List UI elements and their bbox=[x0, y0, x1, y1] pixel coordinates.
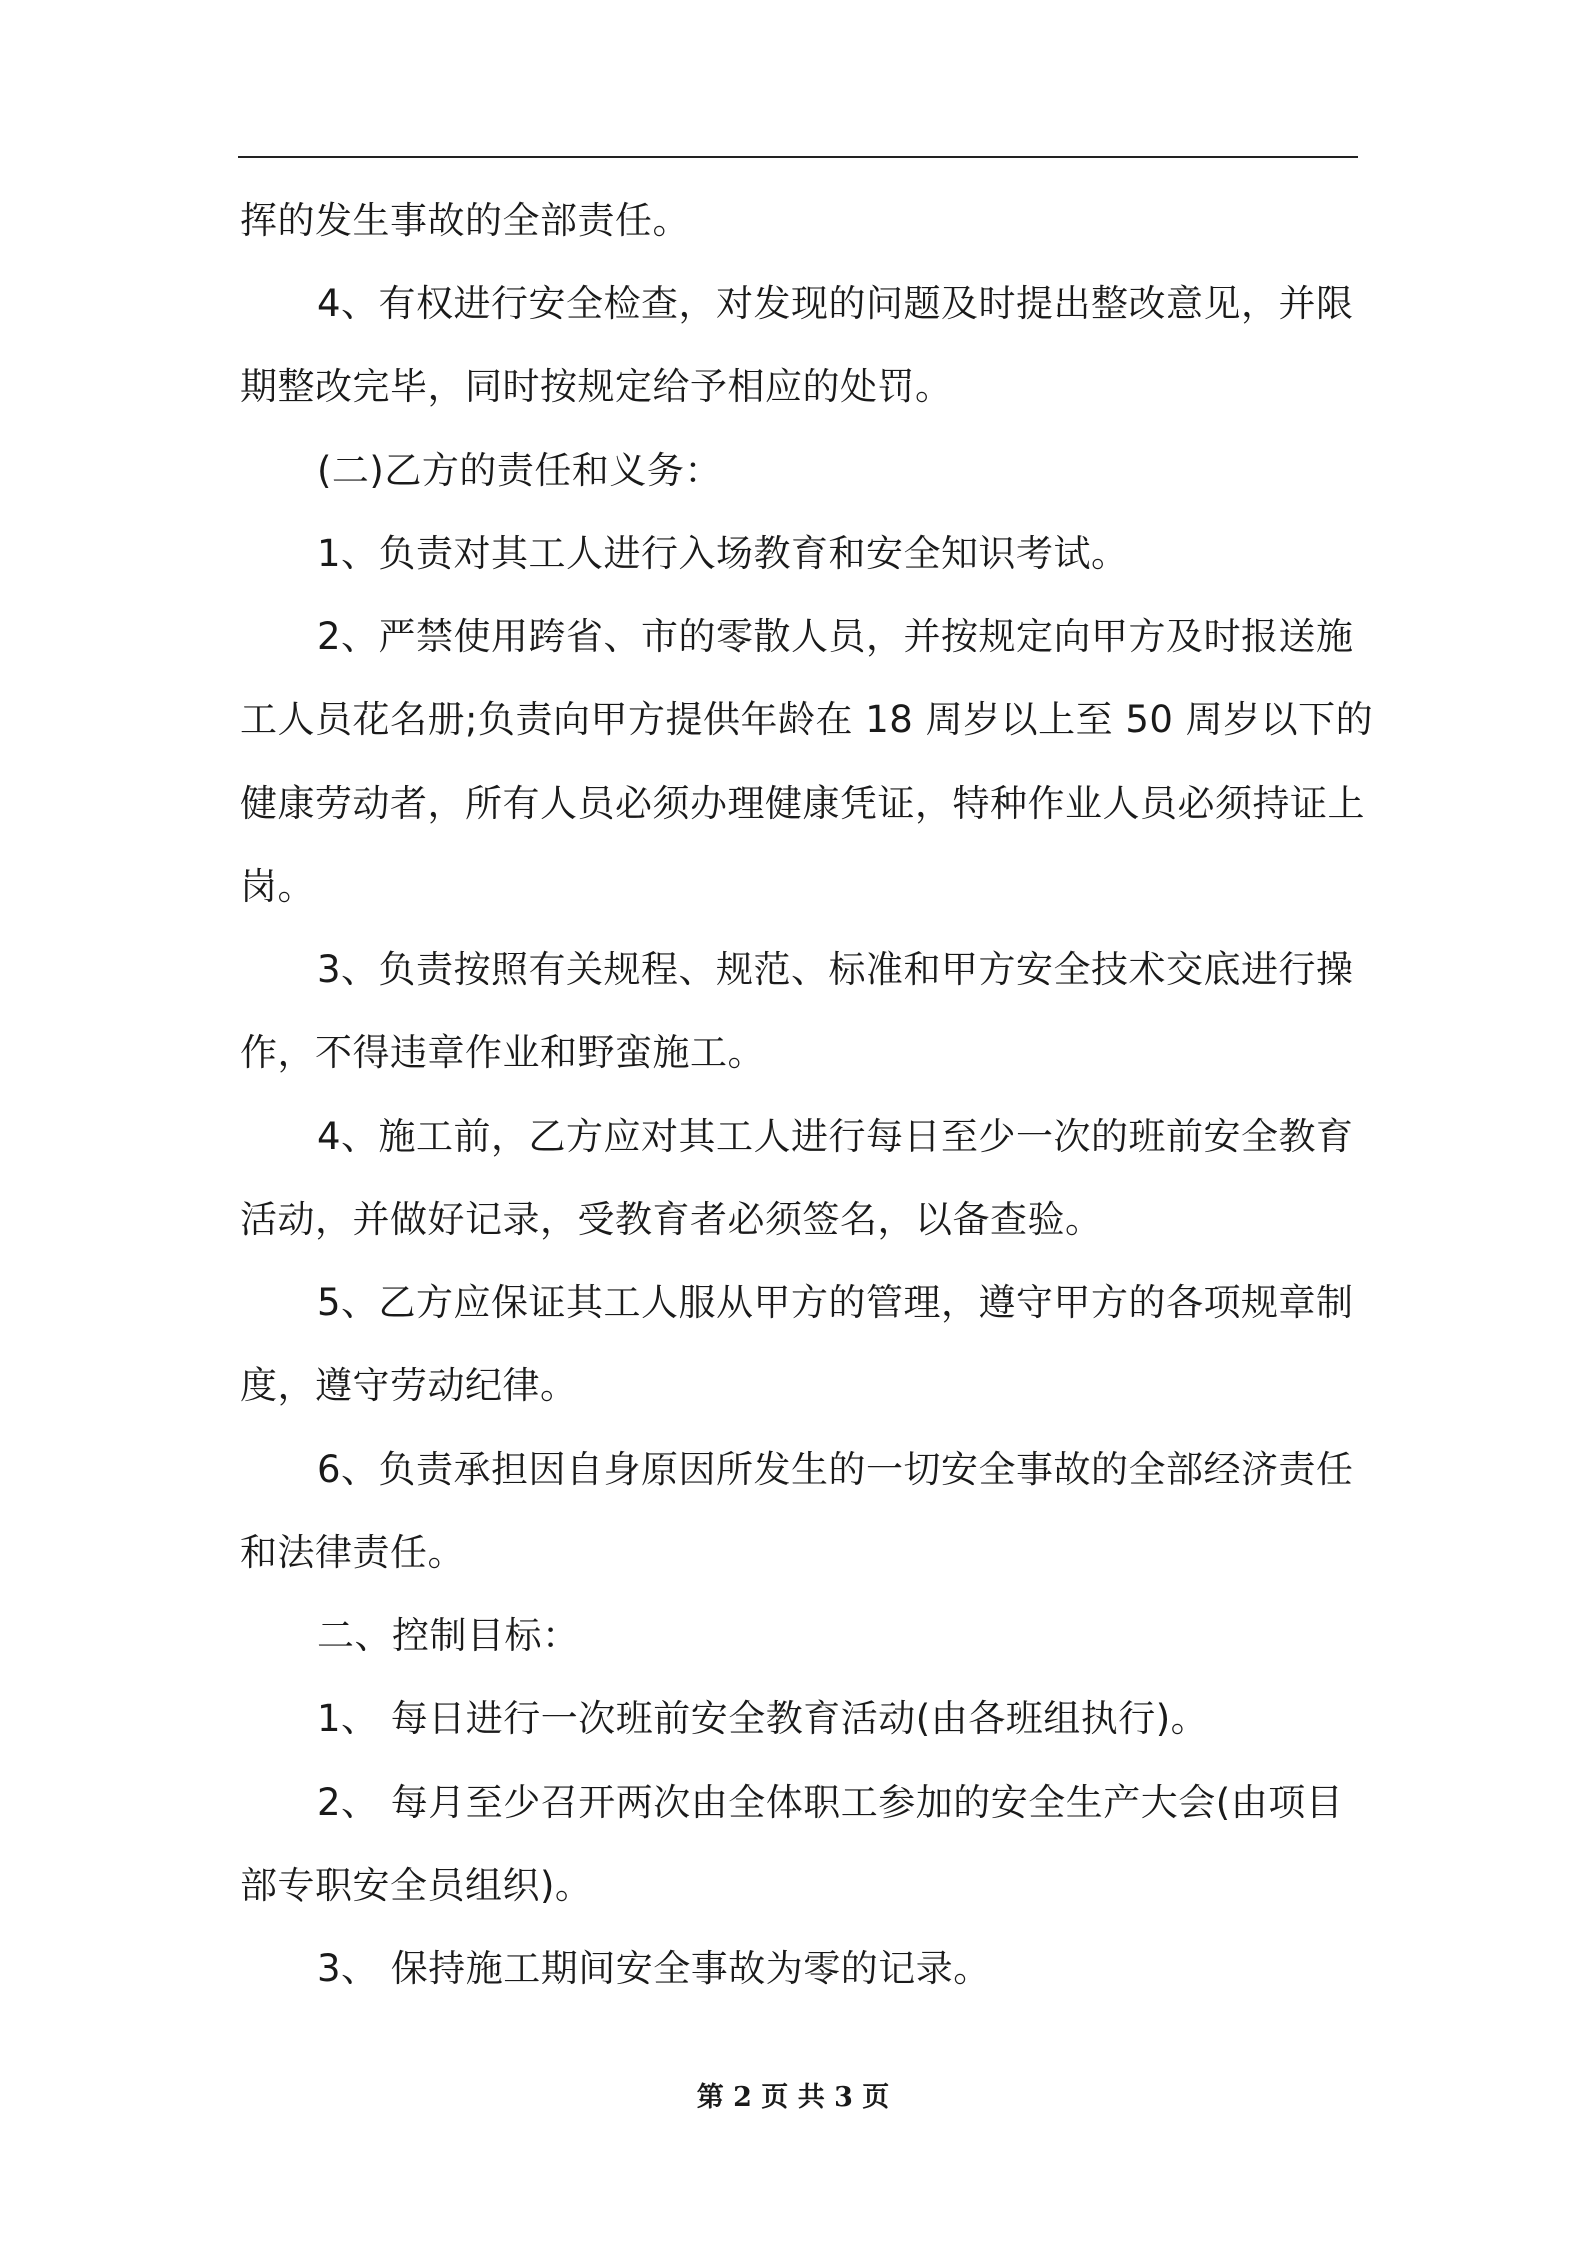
text-line: 期整改完毕，同时按规定给予相应的处罚。 bbox=[240, 365, 953, 408]
header-divider bbox=[238, 156, 1358, 158]
text-line: 部专职安全员组织)。 bbox=[240, 1864, 593, 1907]
text-line: 4、施工前，乙方应对其工人进行每日至少一次的班前安全教育 bbox=[317, 1115, 1354, 1158]
text-line: 岗。 bbox=[240, 865, 315, 908]
text-line: 挥的发生事故的全部责任。 bbox=[240, 199, 690, 242]
text-line: 3、 保持施工期间安全事故为零的记录。 bbox=[317, 1947, 991, 1990]
page-number-footer: 第 2 页 共 3 页 bbox=[696, 2082, 890, 2113]
text-line: 健康劳动者，所有人员必须办理健康凭证，特种作业人员必须持证上 bbox=[240, 782, 1365, 825]
text-line: 作，不得违章作业和野蛮施工。 bbox=[240, 1031, 765, 1074]
text-line: 度，遵守劳动纪律。 bbox=[240, 1364, 578, 1407]
text-line: 4、有权进行安全检查，对发现的问题及时提出整改意见，并限 bbox=[317, 282, 1354, 325]
section-heading: 二、控制目标： bbox=[317, 1614, 580, 1657]
text-line: 5、乙方应保证其工人服从甲方的管理，遵守甲方的各项规章制 bbox=[317, 1281, 1354, 1324]
text-line: 3、负责按照有关规程、规范、标准和甲方安全技术交底进行操 bbox=[317, 948, 1354, 991]
text-line: 2、 每月至少召开两次由全体职工参加的安全生产大会(由项目 bbox=[317, 1781, 1344, 1824]
text-line: 和法律责任。 bbox=[240, 1531, 465, 1574]
text-line: 2、严禁使用跨省、市的零散人员，并按规定向甲方及时报送施 bbox=[317, 615, 1354, 658]
text-line: 活动，并做好记录，受教育者必须签名，以备查验。 bbox=[240, 1198, 1103, 1241]
text-line: 1、 每日进行一次班前安全教育活动(由各班组执行)。 bbox=[317, 1697, 1209, 1740]
text-line: 工人员花名册;负责向甲方提供年龄在 18 周岁以上至 50 周岁以下的 bbox=[240, 698, 1374, 741]
text-line: 1、负责对其工人进行入场教育和安全知识考试。 bbox=[317, 532, 1129, 575]
section-heading: (二)乙方的责任和义务： bbox=[317, 449, 722, 492]
text-line: 6、负责承担因自身原因所发生的一切安全事故的全部经济责任 bbox=[317, 1448, 1354, 1491]
